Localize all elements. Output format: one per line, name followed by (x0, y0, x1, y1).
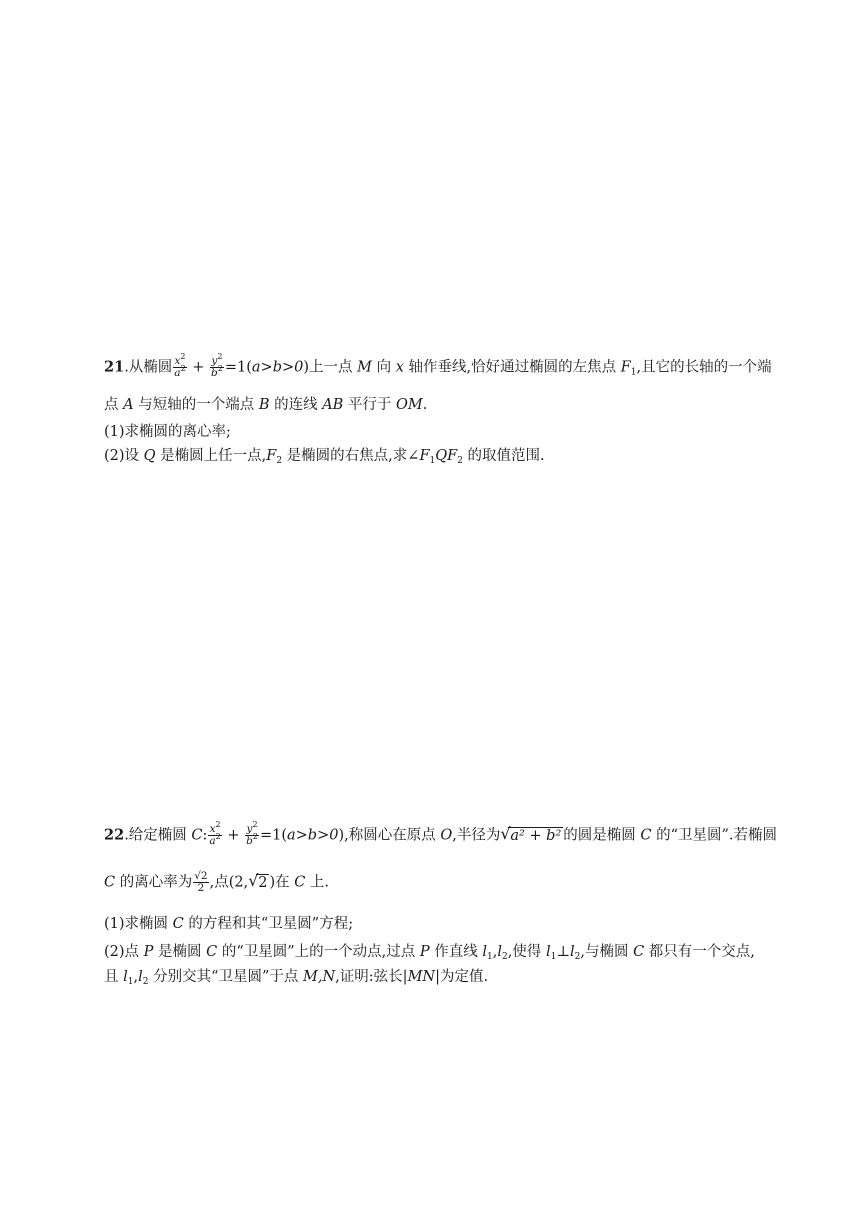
q22-number: 22 (104, 826, 125, 844)
q21-line2: 点 A 与短轴的一个端点 B 的连线 AB 平行于 OM. (104, 397, 428, 413)
fraction-x2-a2: $\frac{x^2}{a^2}$ (209, 820, 221, 847)
q22-line2: C 的离心率为 $\frac{√2}{2}$ ,点(2, √ 2 )在 C 上. (104, 870, 330, 894)
q21-number: 21 (104, 358, 125, 376)
q21-line1: 21.从椭圆 $\frac{x^2}{a^2}$ + $\frac{y^2}{b^2}$ =1(a>b>0)上一点 M 向 x 轴作垂线,恰好通过椭圆的左焦点 $F_1$,且它的长轴的一个端 (104, 352, 772, 379)
fraction-y2-b2: $\frac{y^2}{b^2}$ (211, 352, 223, 379)
sqrt-radius: √ a² + b² (500, 823, 562, 844)
q22-part1: (1)求椭圆 C 的方程和其“卫星圆”方程; (104, 916, 354, 932)
fraction-x2-a2: $\frac{x^2}{a^2}$ (174, 352, 186, 379)
sqrt-2: √ 2 (248, 870, 268, 891)
fraction-eccentricity: $\frac{√2}{2}$ (194, 870, 208, 894)
q22-line1: 22.给定椭圆 C: $\frac{x^2}{a^2}$ + $\frac{y^2}{b^2}$ =1(a>b>0),称圆心在原点 O,半径为 √ a² + b² 的圆是椭圆 C 的“卫星圆”.若椭圆 (104, 820, 778, 847)
q21-part2: (2)设 Q 是椭圆上任一点$,F_2$ 是椭圆的右焦点,求$\angle F_1QF_2$ 的取值范围. (104, 448, 545, 466)
q22-part2-line1: (2)点 P 是椭圆 C 的“卫星圆”上的一个动点,过点 P 作直线 $l_1,l_2$,使得 $l_1\perp l_2$,与椭圆 C 都只有一个交点, (104, 944, 755, 962)
fraction-y2-b2: $\frac{y^2}{b^2}$ (246, 820, 258, 847)
q21-part1: (1)求椭圆的离心率; (104, 424, 231, 440)
q22-part2-line2: 且 $l_1,l_2$ 分别交其“卫星圆”于点 M,N,证明:弦长|MN|为定值. (104, 969, 489, 987)
